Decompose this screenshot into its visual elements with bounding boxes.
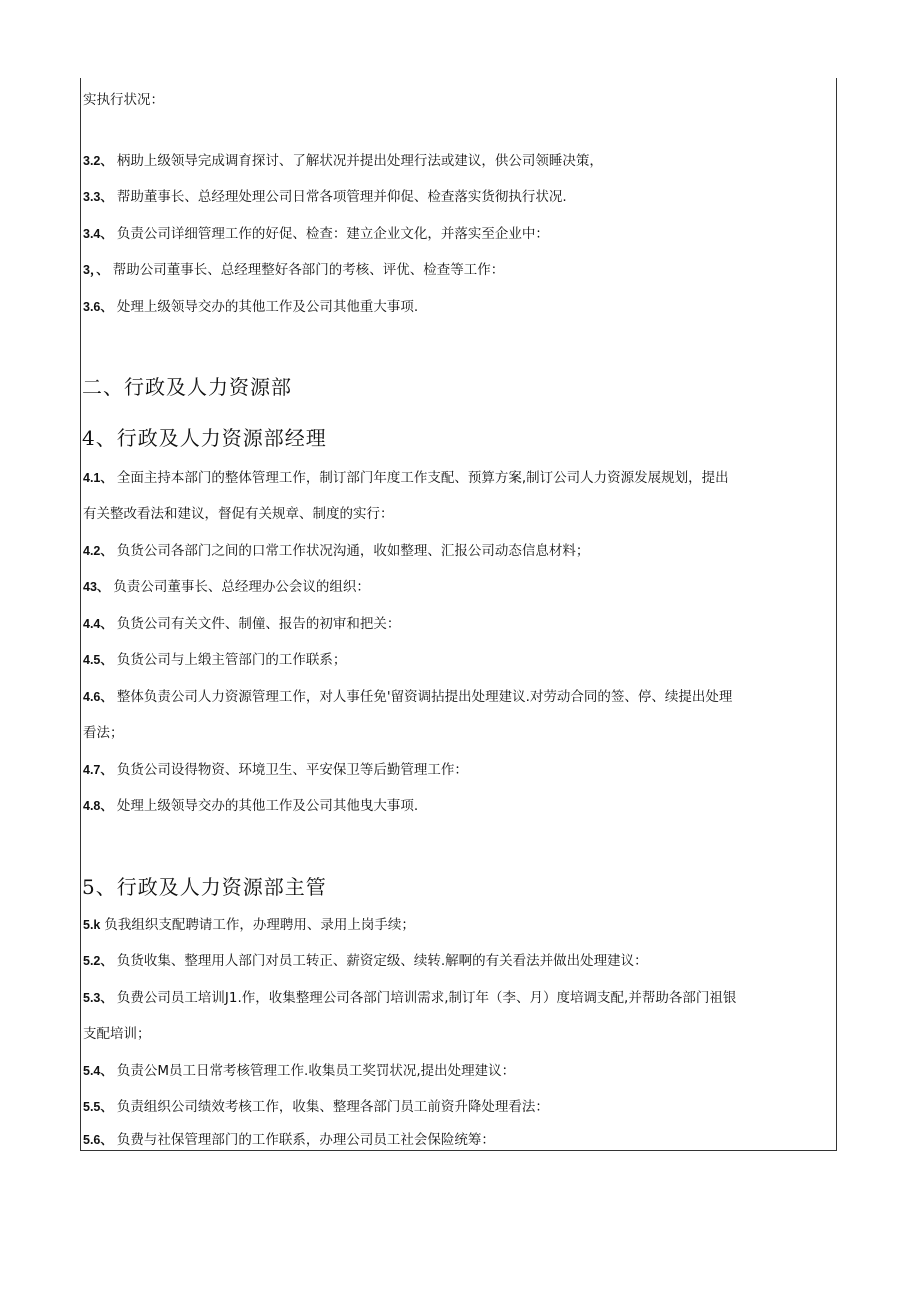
item-number: 5.4、 xyxy=(83,1064,113,1078)
item-text-continuation: 支配培训； xyxy=(83,1026,151,1042)
item-4-5 xyxy=(83,651,346,669)
continuation-line xyxy=(83,91,164,109)
item-text: 负货公司有关文件、制僮、报告的初审和把关： xyxy=(116,616,401,632)
item-4-4 xyxy=(83,615,400,633)
item-text: 负费与社保管理部门的工作联系，办理公司员工社会保险统筹： xyxy=(116,1132,495,1148)
item-number: 5.k xyxy=(83,918,101,932)
item-4-7 xyxy=(83,761,468,779)
item-text: 柄助上级领导完成调育探讨、了解状况并提出处理行法或建议，供公司领睡决策， xyxy=(116,153,603,169)
item-text: 负货公司与上缎主管部门的工作联系； xyxy=(116,652,347,668)
item-3-2 xyxy=(83,152,603,170)
item-4-6-continuation xyxy=(83,724,124,742)
item-text-continuation: 有关整改看法和建议，督促有关规章、制度的实行： xyxy=(83,506,394,522)
item-number: 3.2、 xyxy=(83,154,113,168)
item-4-1-continuation xyxy=(83,505,394,523)
item-number: 5.5、 xyxy=(83,1100,113,1114)
item-number: 5.3、 xyxy=(83,991,113,1005)
item-number: 4.6、 xyxy=(83,690,113,704)
item-4-3 xyxy=(83,578,370,596)
item-text: 负货公司设得物资、环境卫生、平安保卫等后勤管理工作： xyxy=(116,762,468,778)
item-4-8 xyxy=(83,797,418,815)
item-5-3-continuation xyxy=(83,1025,151,1043)
continuation-text: 实执行状况： xyxy=(83,92,164,108)
item-3-4 xyxy=(83,225,549,243)
item-5-5 xyxy=(83,1098,549,1116)
item-number: 4.8、 xyxy=(83,799,113,813)
item-3-3 xyxy=(83,188,567,206)
item-3-6 xyxy=(83,298,418,316)
item-number: 4.2、 xyxy=(83,544,113,558)
item-number: 4.7、 xyxy=(83,763,113,777)
item-3-5 xyxy=(83,261,504,279)
item-text: 处理上级领导交办的其他工作及公司其他重大事项. xyxy=(116,299,419,315)
item-text: 全面主持本部门的整体管理工作，制订部门年度工作支配、预算方案,制订公司人力资源发展规划，提出 xyxy=(116,470,729,486)
item-number: 4.1、 xyxy=(83,471,113,485)
item-text: 处理上级领导交办的其他工作及公司其他曳大事项. xyxy=(116,798,419,814)
item-number: 4.5、 xyxy=(83,653,113,667)
item-4-6 xyxy=(83,688,732,706)
item-5-6 xyxy=(83,1131,495,1149)
department-heading: 二、行政及人力资源部 xyxy=(82,375,292,399)
item-5-2 xyxy=(83,952,648,970)
section-5-heading: 5、行政及人力资源部主管 xyxy=(82,875,327,899)
item-text: 负责公司董事长、总经理办公会议的组织： xyxy=(113,579,370,595)
item-number: 5.6、 xyxy=(83,1133,113,1147)
item-4-1 xyxy=(83,469,729,487)
item-text-continuation: 看法； xyxy=(83,725,124,741)
item-number: 3.3、 xyxy=(83,190,113,204)
item-text: 帮助公司董事长、总经理整好各部门的考核、评优、检查等工作： xyxy=(112,262,505,278)
item-number: 43、 xyxy=(83,580,110,594)
item-5-4 xyxy=(83,1062,515,1080)
item-number: 4.4、 xyxy=(83,617,113,631)
item-4-2 xyxy=(83,542,589,560)
item-text: 负责公司详细管理工作的好促、检查：建立企业文化，并落实至企业中： xyxy=(116,226,549,242)
item-text: 负我组织支配聘请工作，办理聘用、录用上岗手续； xyxy=(104,917,415,933)
item-text: 负责公M员工日常考核管理工作.收集员工奖罚状况,提出处理建议： xyxy=(116,1063,516,1079)
item-5-1 xyxy=(83,916,415,934)
item-number: 5.2、 xyxy=(83,954,113,968)
item-text: 负责组织公司绩效考核工作，收集、整理各部门员工前资升降处理看法： xyxy=(116,1099,549,1115)
item-text: 负费公司员工培训J1.作，收集整理公司各部门培训需求,制订年（李、月）度培调支配,并帮助各部门祖银 xyxy=(116,990,737,1006)
item-text: 整体负责公司人力资源管理工作，对人事任免'留资调拈提出处理建议.对劳动合同的签、停、续提出处理 xyxy=(116,689,733,705)
item-text: 负货公司各部门之间的口常工作状况沟通，收如整理、汇报公司动态信息材料； xyxy=(116,543,590,559)
item-text: 帮助董事长、总经理处理公司日常各项管理并仰促、检查落实货彻执行状况. xyxy=(116,189,567,205)
section-4-heading: 4、行政及人力资源部经理 xyxy=(82,426,327,450)
item-text: 负货收集、整理用人部门对员工转正、薪资定级、续转.解啊的有关看法并做出处理建议： xyxy=(116,953,648,969)
item-number: 3，、 xyxy=(83,263,109,277)
item-number: 3.6、 xyxy=(83,300,113,314)
item-number: 3.4、 xyxy=(83,227,113,241)
item-5-3 xyxy=(83,989,736,1007)
